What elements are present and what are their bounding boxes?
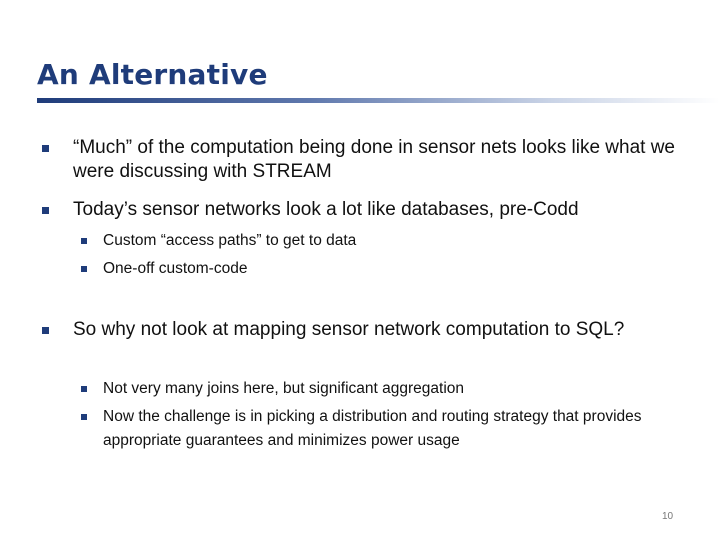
subbullet-marker — [81, 386, 87, 392]
subbullet-text: One-off custom-code — [103, 260, 248, 277]
bullet-text: Today’s sensor networks look a lot like databases, pre-Codd — [73, 199, 579, 220]
bullet-1 — [42, 136, 682, 184]
subbullet-2-2 — [81, 405, 681, 453]
bullet-marker — [42, 207, 49, 214]
subbullet-marker — [81, 238, 87, 244]
subbullet-marker — [81, 266, 87, 272]
bullet-text: So why not look at mapping sensor network computation to SQL? — [73, 319, 625, 340]
subbullet-text: Not very many joins here, but significant aggregation — [103, 380, 465, 397]
subbullet-1-1 — [81, 229, 681, 253]
subbullet-marker — [81, 414, 87, 420]
page-number: 10 — [662, 511, 674, 522]
subbullet-2-1 — [81, 377, 681, 401]
bullet-marker — [42, 327, 49, 334]
subbullet-text: Now the challenge is in picking a distribution and routing strategy that provides appropriate guarantees and minimizes power usage — [103, 408, 642, 449]
subbullet-text: Custom “access paths” to get to data — [103, 232, 357, 249]
bullet-3 — [42, 318, 682, 342]
slide-title: An Alternative — [37, 58, 268, 91]
bullet-2 — [42, 198, 702, 222]
bullet-marker — [42, 145, 49, 152]
bullet-text: “Much” of the computation being done in sensor nets looks like what we were discussing with STREAM — [73, 137, 675, 182]
title-underline — [37, 98, 720, 103]
subbullet-1-2 — [81, 257, 681, 281]
